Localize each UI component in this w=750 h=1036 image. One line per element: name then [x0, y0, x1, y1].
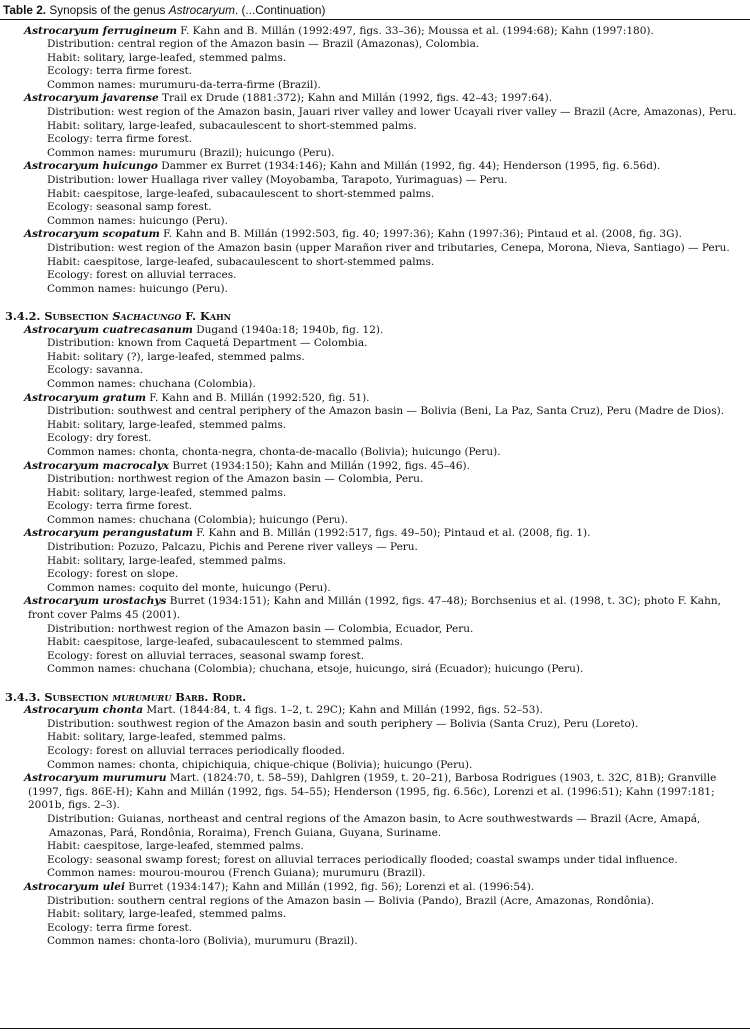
species-detail: Ecology: seasonal swamp forest; forest on alluvial terraces periodically flooded; coastal swamps under tidal influence. [47, 853, 678, 866]
species-authority: F. Kahn and B. Millán (1992:517, figs. 49–50); Pintaud et al. (2008, fig. 1). [192, 527, 591, 540]
species-detail: Common names: chuchana (Colombia). [47, 377, 256, 390]
species-detail: Ecology: forest on alluvial terraces. [47, 269, 237, 282]
species-detail: Ecology: seasonal samp forest. [47, 201, 212, 214]
species-detail: Ecology: terra firme forest. [47, 133, 193, 146]
species-authority: F. Kahn and B. Millán (1992:503, fig. 40; 1997:36); Kahn (1997:36); Pintaud et al. (2008, fig. 3G). [159, 228, 682, 241]
table-caption [3, 3, 325, 17]
species-name: Astrocaryum gratum [24, 391, 146, 404]
species-detail: Habit: solitary, large-leafed, stemmed palms. [47, 908, 287, 921]
species-authority: Burret (1934:151); Kahn and Millán (1992, figs. 47–48); Borchsenius et al. (1998, t. 3C); photo F. Kahn, front cover Palms 45 (2001). [28, 595, 721, 622]
species-detail: Habit: caespitose, large-leafed, subacaulescent to short-stemmed palms. [47, 255, 435, 268]
species-detail: Distribution: central region of the Amazon basin — Brazil (Amazonas), Colombia. [47, 38, 480, 51]
species-detail: Common names: chonta, chipichiquia, chique-chique (Bolivia); huicungo (Peru). [47, 758, 473, 771]
species-detail: Habit: caespitose, large-leafed, subacaulescent to stemmed palms. [47, 636, 404, 649]
section-author: Barb. Rodr. [171, 689, 247, 704]
species-detail: Distribution: west region of the Amazon basin (upper Marañon river and tributaries, Cenepa, Morona, Nieva, Santiago) — Peru. [47, 242, 730, 254]
species-authority: F. Kahn and B. Millán (1992:497, figs. 33–36); Moussa et al. (1994:68); Kahn (1997:180). [176, 24, 654, 37]
species-name: Astrocaryum macrocalyx [24, 459, 170, 472]
species-detail: Habit: solitary, large-leafed, stemmed palms. [47, 554, 287, 567]
species-entry [0, 160, 748, 174]
species-entry [0, 25, 748, 39]
species-detail: Ecology: terra firme forest. [47, 921, 193, 934]
section-heading [0, 691, 748, 705]
species-detail: Distribution: known from Caquetá Department — Colombia. [47, 337, 368, 350]
section-number: 3.4.3. [5, 689, 45, 704]
species-detail: Distribution: southwest region of the Amazon basin and south periphery — Bolivia (Santa Cruz), Peru (Loreto). [47, 717, 639, 730]
species-authority: Dugand (1940a:18; 1940b, fig. 12). [192, 323, 384, 336]
table-label: Table 2. [3, 3, 47, 17]
species-detail: Ecology: terra firme forest. [47, 500, 193, 513]
species-detail: Ecology: forest on alluvial terraces, seasonal swamp forest. [47, 649, 365, 662]
species-entry [0, 527, 748, 541]
section-heading [0, 310, 748, 324]
section-label: Subsection [44, 308, 113, 323]
section-label: Subsection [44, 689, 113, 704]
species-detail: Habit: solitary, large-leafed, stemmed palms. [47, 486, 287, 499]
species-entry [0, 460, 748, 474]
species-entry [0, 595, 748, 622]
species-detail: Habit: solitary, large-leafed, stemmed palms. [47, 731, 287, 744]
species-detail: Common names: huicungo (Peru). [47, 214, 228, 227]
section-number: 3.4.2. [5, 308, 45, 323]
species-detail: Distribution: southwest and central periphery of the Amazon basin — Bolivia (Beni, La Paz, Santa Cruz), Peru (Madre de Dios). [47, 405, 725, 418]
species-entry [0, 772, 748, 813]
species-name: Astrocaryum urostachys [24, 595, 167, 608]
species-detail: Distribution: west region of the Amazon basin, Jauari river valley and lower Ucayali river valley — Brazil (Acre, Amazonas), Peru. [47, 106, 737, 119]
species-name: Astrocaryum javarense [24, 92, 159, 105]
species-detail: Habit: solitary, large-leafed, subacaulescent to short-stemmed palms. [47, 119, 417, 132]
species-authority: Mart. (1844:84, t. 4 figs. 1–2, t. 29C); Kahn and Millán (1992, figs. 52–53). [143, 704, 543, 717]
species-name: Astrocaryum cuatrecasanum [24, 323, 193, 336]
species-name: Astrocaryum chonta [24, 704, 143, 717]
table-bottom-rule [0, 1028, 750, 1029]
species-detail: Distribution: northwest region of the Amazon basin — Colombia, Peru. [47, 473, 424, 486]
species-detail: Ecology: forest on slope. [47, 568, 179, 581]
species-detail: Ecology: savanna. [47, 364, 144, 377]
caption-genus: Astrocaryum [168, 3, 235, 17]
species-name: Astrocaryum ulei [24, 880, 125, 893]
species-name: Astrocaryum murumuru [24, 772, 167, 785]
species-detail: Distribution: northwest region of the Amazon basin — Colombia, Ecuador, Peru. [47, 622, 474, 635]
table-top-rule [0, 19, 750, 20]
species-detail: Common names: murumuru-da-terra-firme (Brazil). [47, 78, 321, 91]
section-spacer [0, 677, 748, 691]
species-entry [0, 92, 748, 106]
species-authority: Burret (1934:147); Kahn and Millán (1992, fig. 56); Lorenzi et al. (1996:54). [124, 880, 535, 893]
section-name: Sachacungo [112, 308, 182, 323]
species-detail: Distribution: Pozuzo, Palcazu, Pichis and Perene river valleys — Peru. [47, 541, 418, 554]
species-detail: Common names: chonta, chonta-negra, chonta-de-macallo (Bolivia); huicungo (Peru). [47, 445, 501, 458]
species-detail: Ecology: dry forest. [47, 432, 152, 445]
species-detail: Common names: chuchana (Colombia); huicungo (Peru). [47, 513, 349, 526]
species-authority: Mart. (1824:70, t. 58–59), Dahlgren (1959, t. 20–21), Barbosa Rodrigues (1903, t. 32C, 81B); Granville (1997, figs. 86E-H); Kahn and Millán (1992, figs. 54–55); Henderson (1995, fig. 6.56c), Lorenzi et al. (1996:51); Kahn (1997:181; 2001b, figs. 2–3). [28, 772, 717, 812]
section-author: F. Kahn [181, 308, 231, 323]
species-detail: Habit: caespitose, large-leafed, subacaulescent to short-stemmed palms. [47, 187, 435, 200]
species-detail: Habit: solitary, large-leafed, stemmed palms. [47, 51, 287, 64]
species-name: Astrocaryum huicungo [24, 160, 158, 173]
species-detail: Ecology: terra firme forest. [47, 65, 193, 78]
species-entry [0, 228, 748, 242]
species-detail: Habit: caespitose, large-leafed, stemmed palms. [47, 840, 304, 853]
species-entry [0, 392, 748, 406]
caption-continuation: . (...Continuation) [234, 3, 326, 17]
species-detail: Ecology: forest on alluvial terraces periodically flooded. [47, 744, 345, 757]
caption-text: Synopsis of the genus [46, 3, 169, 17]
species-detail: Distribution: southern central regions of the Amazon basin — Bolivia (Pando), Brazil (Acre, Amazonas, Rondônia). [47, 894, 655, 907]
species-detail: Common names: murumuru (Brazil); huicungo (Peru). [47, 146, 335, 159]
species-detail: Common names: mourou-mourou (French Guiana); murumuru (Brazil). [47, 867, 426, 880]
species-detail: Common names: coquito del monte, huicungo (Peru). [47, 581, 331, 594]
species-detail: Distribution: Guianas, northeast and central regions of the Amazon basin, to Acre southwestwards — Brazil (Acre, Amapá, Amazonas, Pará, Rondônia, Roraima), French Guiana, Guyana, Suriname. [47, 812, 701, 839]
species-detail: Common names: chonta-loro (Bolivia), murumuru (Brazil). [47, 935, 358, 948]
species-name: Astrocaryum scopatum [24, 228, 160, 241]
species-detail: Common names: huicungo (Peru). [47, 282, 228, 295]
species-entry [0, 324, 748, 338]
species-name: Astrocaryum perangustatum [24, 527, 193, 540]
section-name: murumuru [112, 689, 172, 704]
species-authority: Burret (1934:150); Kahn and Millán (1992, figs. 45–46). [169, 459, 470, 472]
species-detail: Habit: solitary (?), large-leafed, stemmed palms. [47, 350, 305, 363]
table-body [0, 25, 748, 949]
species-detail: Common names: chuchana (Colombia); chuchana, etsoje, huicungo, sirá (Ecuador); huicungo (Peru). [47, 663, 584, 676]
species-authority: F. Kahn and B. Millán (1992:520, fig. 51). [145, 391, 370, 404]
species-detail: Habit: solitary, large-leafed, stemmed palms. [47, 418, 287, 431]
species-authority: Dammer ex Burret (1934:146); Kahn and Millán (1992, fig. 44); Henderson (1995, fig. 6.56d). [157, 160, 661, 173]
species-detail: Distribution: lower Huallaga river valley (Moyobamba, Tarapoto, Yurimaguas) — Peru. [47, 174, 508, 187]
species-name: Astrocaryum ferrugineum [24, 24, 177, 37]
species-entry [0, 881, 748, 895]
species-authority: Trail ex Drude (1881:372); Kahn and Millán (1992, figs. 42–43; 1997:64). [158, 92, 553, 105]
species-entry [0, 704, 748, 718]
section-spacer [0, 296, 748, 310]
